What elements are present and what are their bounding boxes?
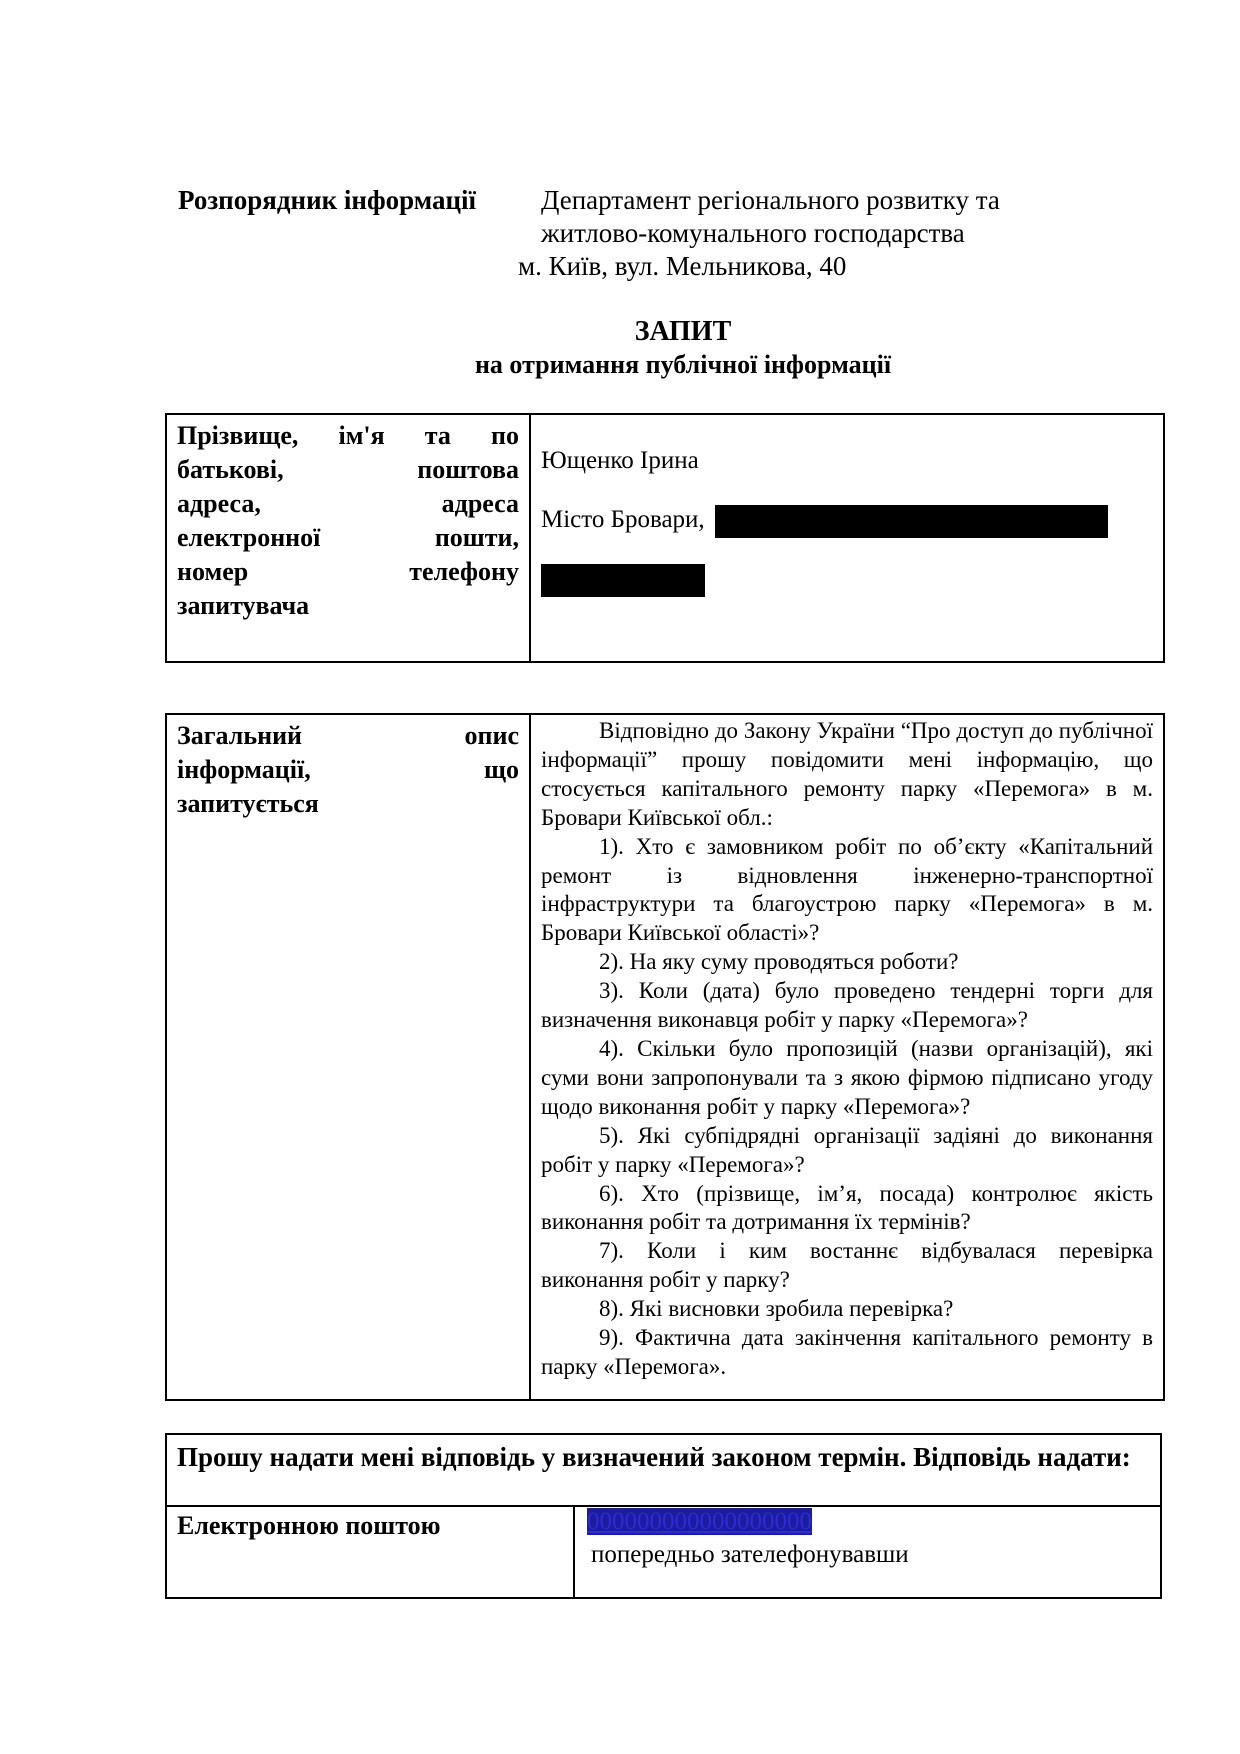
request-item-8: 8). Які висновки зробила перевірка? (599, 1296, 954, 1322)
requester-label-word: адреса, (177, 489, 261, 518)
request-item-3: 3). Коли (дата) було проведено тендерні торги для визначення виконавця робіт у парку «Перемога»? (541, 978, 1153, 1033)
response-contact-cell (574, 1506, 1161, 1598)
request-label-line (177, 787, 519, 821)
requester-label-word: пошти, (434, 523, 519, 552)
response-header: Прошу надати мені відповідь у визначений законом термін. Відповідь надати: (177, 1442, 1131, 1472)
request-table (165, 713, 1165, 1401)
requester-label-word: та (424, 421, 451, 450)
redacted-address (715, 505, 1108, 538)
email-link[interactable]: 000000000000000000 (587, 1508, 812, 1535)
requester-address-row (531, 505, 1163, 538)
requester-label-line (177, 419, 519, 453)
requester-label-word: номер (177, 557, 249, 586)
request-item-7: 7). Коли і ким востаннє відбувалася перевірка виконання робіт у парку? (541, 1238, 1153, 1293)
request-item-9: 9). Фактична дата закінчення капітального ремонту в парку «Перемога». (541, 1325, 1153, 1379)
redacted-phone (541, 564, 705, 597)
request-intro: Відповідно до Закону України “Про доступ до публічної інформації” прошу повідомити мені інформацію, що стосується капітального ремонту парку «Перемога» в м. Бровари Київської обл.: (541, 718, 1153, 830)
recipient-department-line1: Департамент регіонального розвитку та (541, 185, 1000, 215)
requester-label-line (177, 555, 519, 589)
requester-label-line (177, 487, 519, 521)
request-item-4: 4). Скільки було пропозицій (назви організацій), які суми вони запропонували та з якою фірмою підписано угоду щодо виконання робіт у парку «Перемога»? (541, 1035, 1153, 1119)
request-label (167, 715, 529, 821)
request-label-line (177, 753, 519, 787)
requester-label-word: ім'я (338, 421, 385, 450)
request-item-2: 2). На яку суму проводяться роботи? (599, 949, 959, 975)
recipient-department-line2: житлово-комунального господарства (541, 218, 965, 248)
requester-label-word: електронної (177, 523, 321, 552)
requester-label (167, 415, 529, 623)
document-subtitle: на отримання публічної інформації (474, 350, 892, 379)
response-method-label: Електронною поштою (177, 1511, 441, 1540)
request-label-word: запитується (177, 789, 319, 818)
request-item-1: 1). Хто є замовником робіт по об’єкту «Капітальний ремонт із відновлення інженерно-транспортної інфраструктури та благоустрою парку «Перемога» в м. Бровари Київської області»? (541, 833, 1153, 946)
request-label-word: Загальний (177, 721, 303, 750)
response-table (165, 1433, 1162, 1599)
requester-name: Ющенко Ірина (541, 447, 699, 474)
requester-label-word: по (490, 421, 519, 450)
requester-phone-row (531, 564, 1163, 597)
request-label-word: що (484, 755, 519, 784)
requester-label-word: батькові, (177, 455, 284, 484)
request-label-word: опис (464, 721, 519, 750)
requester-value-cell (530, 414, 1164, 662)
response-method-cell (166, 1506, 574, 1598)
request-label-line (177, 719, 519, 753)
request-label-word: інформації, (177, 755, 311, 784)
requester-label-word: адреса (441, 489, 519, 518)
requester-table (165, 413, 1165, 663)
requester-label-word: Прізвище, (177, 421, 299, 450)
requester-label-line (177, 589, 519, 623)
request-item-6: 6). Хто (прізвище, ім’я, посада) контролює якість виконання робіт та дотримання їх термінів? (541, 1180, 1153, 1235)
request-label-cell (166, 714, 530, 1400)
request-body (531, 715, 1163, 1382)
requester-label-cell (166, 414, 530, 662)
request-item-5: 5). Які субпідрядні організації задіяні до виконання робіт у парку «Перемога»? (541, 1122, 1153, 1177)
recipient-address: м. Київ, вул. Мельникова, 40 (518, 251, 847, 281)
requester-label-line (177, 453, 519, 487)
response-header-cell (166, 1434, 1161, 1506)
requester-city: Місто Бровари, (541, 506, 705, 534)
response-note: попередньо зателефонувавши (591, 1541, 909, 1568)
requester-label-word: поштова (417, 455, 519, 484)
requester-label-line (177, 521, 519, 555)
requester-label-word: телефону (409, 557, 519, 586)
request-body-cell (530, 714, 1164, 1400)
recipient-label: Розпорядник інформації (178, 185, 477, 215)
requester-label-word: запитувача (177, 591, 310, 620)
document-title: ЗАПИТ (634, 316, 732, 347)
